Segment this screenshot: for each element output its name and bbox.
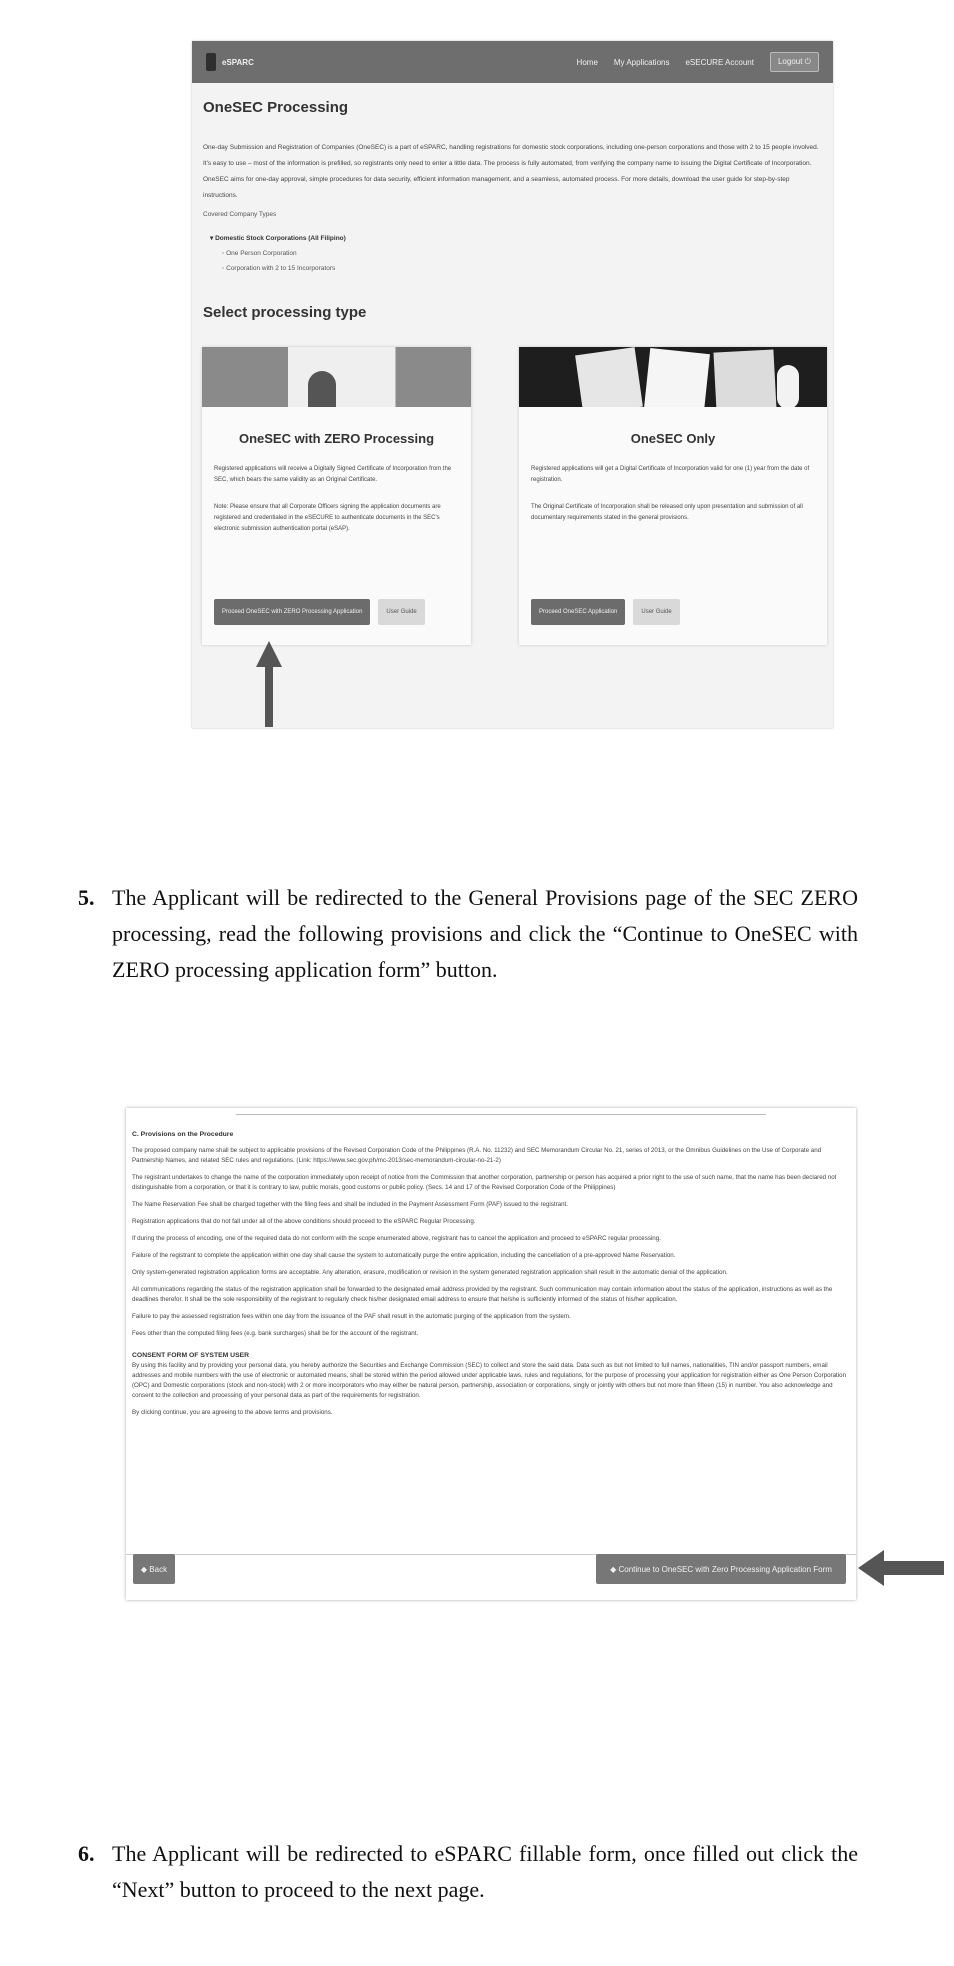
card-actions <box>214 599 425 625</box>
card-note: Note: Please ensure that all Corporate Officers signing the application documents are registered and credentialed in the eSECURE to authenticate documents in the SEC's electronic submission authentication portal (eSAP). <box>214 504 441 532</box>
page-title: OneSEC Processing <box>203 99 349 116</box>
user-guide-button[interactable]: User Guide <box>378 599 424 625</box>
divider <box>236 1108 766 1115</box>
tree-sub-label: Corporation with 2 to 15 Incorporators <box>226 265 336 272</box>
back-button[interactable]: ◆ Back <box>133 1554 175 1584</box>
step-number: 6. <box>78 1841 95 1866</box>
provisions-content <box>132 1130 848 1425</box>
step-6 <box>78 1836 858 1908</box>
card-onesec-only <box>519 347 827 645</box>
proceed-zero-processing-button[interactable]: Proceed OneSEC with ZERO Processing Application <box>214 599 370 625</box>
provision-item: Failure to pay the assessed registration fees within one day from the issuance of the PAF shall result in the automatic purging of the application from the system. <box>132 1313 571 1320</box>
covered-types-tree <box>210 231 346 276</box>
onesec-processing-screenshot <box>192 41 833 728</box>
card-body <box>202 464 471 535</box>
covered-types-label: Covered Company Types <box>203 211 277 218</box>
brand[interactable] <box>206 53 254 71</box>
provisions-heading: C. Provisions on the Procedure <box>132 1131 234 1138</box>
provision-item: If during the process of encoding, one of the required data do not conform with the scope enumerated above, registrant has to cancel the application and proceed to eSPARC regular processing. <box>132 1235 661 1242</box>
logout-icon: ⏻ <box>804 57 811 66</box>
tree-subitem-2-15: ◦ Corporation with 2 to 15 Incorporators <box>222 265 336 272</box>
provision-item: The Name Reservation Fee shall be charged together with the filing fees and shall be included in the Payment Assessment Form (PAF) issued to the registrant. <box>132 1201 568 1208</box>
card-zero-processing <box>202 347 471 645</box>
left-arrow-icon <box>858 1548 944 1588</box>
card-note: The Original Certificate of Incorporation shall be released only upon presentation and submission of all documentary requirements stated in the general provisions. <box>531 504 803 521</box>
continue-zero-processing-button[interactable]: ◆ Continue to OneSEC with Zero Processing Application Form <box>596 1554 846 1584</box>
proceed-onesec-button[interactable]: Proceed OneSEC Application <box>531 599 625 625</box>
provision-item: Only system-generated registration application forms are acceptable. Any alteration, erasure, modification or revision in the system generated registration application shall result in the automatic denial of the application. <box>132 1269 728 1276</box>
nav-link-my-applications[interactable]: My Applications <box>613 57 670 67</box>
brand-name: eSPARC <box>222 57 254 67</box>
select-processing-title: Select processing type <box>203 304 367 321</box>
user-guide-button[interactable]: User Guide <box>633 599 679 625</box>
top-navbar <box>192 41 833 83</box>
consent-text: By using this facility and by providing your personal data, you hereby authorize the Securities and Exchange Commission (SEC) to collect and store the said data. Data such as but not limited to full names, nationalities, TIN and/or passport numbers, email addresses and mobile numbers with the use of electronic or automated means, shall be stored within the period allowed under applicable laws, rules and regulations, for the purpose of processing your application for registration either as One Person Corporation (OPC) and Domestic corporations (stock and non-stock) with 2 or more incorporators who may either be natural person, partnership, association or corporations, singly or jointly with others but not more than fifteen (15) in number. You also acknowledge and consent to the collection and processing of your personal data as part of the requirements for registration. <box>132 1362 847 1399</box>
card-banner-image <box>202 347 471 407</box>
nav-link-esecure-account[interactable]: eSECURE Account <box>685 57 754 67</box>
provision-item: Failure of the registrant to complete the application within one day shall cause the system to automatically purge the entire application, including the cancellation of a pre-approved Name Reservation. <box>132 1252 676 1259</box>
consent-heading: CONSENT FORM OF SYSTEM USER <box>132 1352 250 1359</box>
provision-item: All communications regarding the status of the registration application shall be forwarded to the designated email address provided by the registrant. Such communication may contain information about the status of the application, instructions as well as the deadlines therefor. It shall be the sole responsibility of the registrant to regularly check his/her designated email address to ensure that he/she is sufficiently informed of the status of his/her application. <box>132 1286 833 1303</box>
agree-text: By clicking continue, you are agreeing to the above terms and provisions. <box>132 1409 333 1416</box>
provision-item: Fees other than the computed filing fees (e.g. bank surcharges) shall be for the account of the registrant. <box>132 1330 419 1337</box>
up-arrow-icon <box>254 641 284 727</box>
card-banner-image <box>519 347 827 407</box>
sec-logo-icon <box>206 53 216 71</box>
tree-subitem-opc: ◦ One Person Corporation <box>222 250 297 257</box>
provision-item: The proposed company name shall be subject to applicable provisions of the Revised Corporation Code of the Philippines (R.A. No. 11232) and SEC Memorandum Circular No. 21, series of 2013, or the Omnibus Guidelines on the Use of Corporate and Partnership Names, and related SEC rules and regulations. (Link: https://www.sec.gov.ph/mc-2013/sec-memorandum-circular-no-21-2) <box>132 1147 822 1164</box>
nav-link-home[interactable]: Home <box>576 57 598 67</box>
logout-button[interactable] <box>770 52 819 72</box>
tree-main-label: Domestic Stock Corporations (All Filipino) <box>215 235 346 242</box>
card-title: OneSEC Only <box>630 431 716 446</box>
step-number: 5. <box>78 885 95 910</box>
nav-links <box>577 52 819 72</box>
provision-item: The registrant undertakes to change the name of the corporation immediately upon receipt of notice from the Commission that another corporation, partnership or person has acquired a prior right to the use of such name, that the name has been declared not distinguishable from a corporation, or that it is contrary to law, public morals, good customs or public policy. (Secs. 14 and 17 of the Revised Corporation Code of the Philippines) <box>132 1174 837 1191</box>
card-body <box>519 464 827 524</box>
card-title: OneSEC with ZERO Processing <box>238 431 435 446</box>
step-text: The Applicant will be redirected to eSPARC fillable form, once filled out click the “Next” button to proceed to the next page. <box>112 1841 858 1902</box>
tree-item-domestic-stock: ▾ Domestic Stock Corporations (All Filipino) <box>210 235 346 242</box>
card-paragraph: Registered applications will get a Digital Certificate of Incorporation valid for one (1) year from the date of registration. <box>531 466 810 483</box>
logout-label: Logout <box>777 57 803 66</box>
step-5 <box>78 880 858 988</box>
card-paragraph: Registered applications will receive a Digitally Signed Certificate of Incorporation from the SEC, which bears the same validity as an Original Certificate. <box>214 466 452 483</box>
provision-item: Registration applications that do not fall under all of the above conditions should proceed to the eSPARC Regular Processing. <box>132 1218 476 1225</box>
tree-sub-label: One Person Corporation <box>226 250 297 257</box>
step-text: The Applicant will be redirected to the General Provisions page of the SEC ZERO processing, read the following provisions and click the “Continue to OneSEC with ZERO processing application form” button. <box>112 885 858 982</box>
intro-paragraph: One-day Submission and Registration of Companies (OneSEC) is a part of eSPARC, handling registrations for domestic stock corporations, including one-person corporations and those with 2 to 15 people involved. It's easy to use – most of the information is prefilled, so registrants only need to enter a little data. The process is fully automated, from verifying the company name to issuing the Digital Certificate of Incorporation. OneSEC aims for one-day approval, simple procedures for data security, efficient information management, and a seamless, automated process. For more details, download the user guide for step-by-step instructions. <box>203 144 819 199</box>
general-provisions-screenshot <box>126 1108 856 1600</box>
card-actions <box>531 599 680 625</box>
